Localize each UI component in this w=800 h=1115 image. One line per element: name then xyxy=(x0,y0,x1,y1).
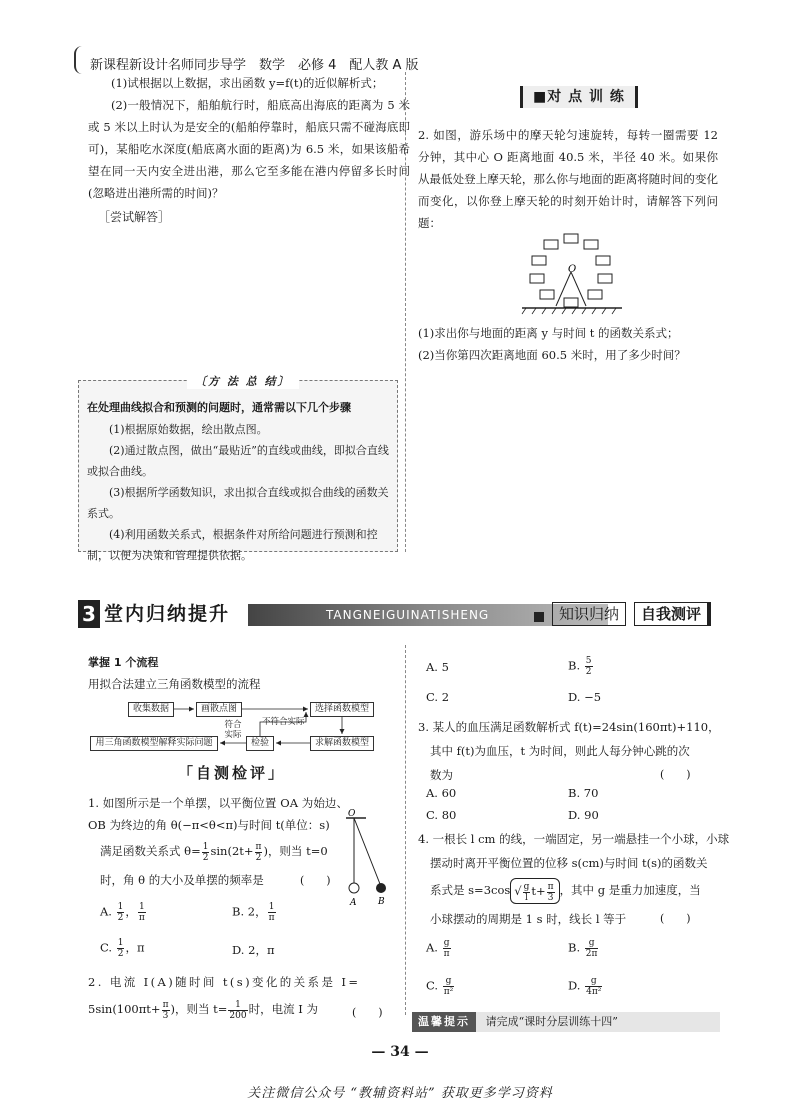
section-square-icon xyxy=(534,612,544,622)
pendulum-label-B: B xyxy=(378,897,385,907)
q1-line-a: 1. 如图所示是一个单摆，以平衡位置 OA 为始边、OB 为终边的角 θ(−π<θ<π)与时间 t(单位：s) xyxy=(88,796,348,832)
q4-paren: ( ) xyxy=(660,912,691,925)
flow-box-choose: 选择函数模型 xyxy=(310,702,374,717)
divider-top xyxy=(405,72,406,552)
flow-box-check: 检验 xyxy=(246,736,274,751)
header-bracket xyxy=(74,46,84,74)
flow-box-explain: 用三角函数模型解释实际问题 xyxy=(90,736,218,751)
q4-option-c[interactable]: C. $\frac{g}{\text{π²}}$ xyxy=(426,976,454,997)
q4-option-a[interactable]: A. $\frac{g}{\pi}$ xyxy=(426,938,450,959)
q2-line-b: 5sin(100πt+ $\frac{\pi}{3}$ )，则当 t= $\frac{1}{200}$ 时，电流 I 为 xyxy=(88,999,318,1021)
left-q2: (2)一般情况下，船舶航行时，船底高出海底的距离为 5 米或 5 米以上时认为是安全的(船舶停靠时，船底只需不碰海底即可)，某船吃水深度(船底离水面的距离)为 6.5 米，如果该船希望在同一天内安全进出港，那么它至多能在港内停留多长时间(忽略进出港所需的时间)？ xyxy=(88,98,410,200)
method-step-1: (1)根据原始数据，绘出散点图。 xyxy=(109,423,268,436)
ferris-wheel-figure xyxy=(518,232,626,318)
q4-line-b: 摆动时离开平衡位置的位移 s(cm)与时间 t(s)的函数关 xyxy=(430,856,708,870)
flow-box-scatter: 画散点图 xyxy=(196,702,242,717)
method-step-2: (2)通过散点图，做出“最贴近”的直线或曲线，即拟合直线或拟合曲线。 xyxy=(87,444,389,478)
q2-line-a: 2. 电流 I(A)随时间 t(s)变化的关系是 I= xyxy=(88,975,361,989)
left-q1: (1)试根据以上数据，求出函数 y=f(t)的近似解析式； xyxy=(111,76,384,90)
section-number: 3 xyxy=(78,600,100,628)
method-title: 〔方 法 总 结〕 xyxy=(187,373,299,389)
q2-paren: ( ) xyxy=(352,1006,383,1019)
right-sub2: (2)当你第四次距离地面 60.5 米时，用了多少时间？ xyxy=(418,348,686,362)
q3-line-c: 数为 xyxy=(430,768,453,782)
flow-label-fit: 符合实际 xyxy=(224,720,242,740)
method-step-3: (3)根据所学函数知识，求出拟合直线或拟合曲线的函数关系式。 xyxy=(87,486,389,520)
tab-knowledge[interactable]: 知识归纳 xyxy=(552,602,626,626)
q4-option-d[interactable]: D. $\frac{g}{\text{4π²}}$ xyxy=(568,976,602,997)
q4-line-a: 4. 一根长 l cm 的线，一端固定，另一端悬挂一个小球，小球 xyxy=(418,832,730,846)
answer-tag: ［尝试解答］ xyxy=(98,210,171,224)
q1-option-c[interactable]: C. $\frac{1}{2}$ ，π xyxy=(100,938,145,959)
q2-option-a[interactable]: A. 5 xyxy=(426,660,449,674)
q1-option-d[interactable]: D. 2，π xyxy=(232,943,275,957)
tip-text: 请完成“课时分层训练十四” xyxy=(485,1015,618,1028)
q2-option-b[interactable]: B. $\frac{5}{2}$ xyxy=(568,656,592,677)
tip-label: 温馨提示 xyxy=(412,1012,476,1032)
right-q2: 2. 如图，游乐场中的摩天轮匀速旋转，每转一圈需要 12 分钟，其中心 O 距离地面 40.5 米，半径 40 米。如果你从最低处登上摩天轮，那么你与地面的距离将随时间的变化而变化，以你登上摩天轮的时刻开始计时，请解答下列问题： xyxy=(418,128,718,230)
method-heading: 在处理曲线拟合和预测的问题时，通常需以下几个步骤 xyxy=(87,401,351,414)
q1-option-a[interactable]: A. $\frac{1}{2}$ ， $\frac{1}{\pi}$ xyxy=(100,902,145,923)
page-number: — 34 — xyxy=(371,1044,429,1060)
q1-line-b: 满足函数关系式 θ= $\frac{1}{2}$ sin(2t+ $\frac{\pi}{2}$ )，则当 t=0 xyxy=(100,841,328,863)
q3-option-b[interactable]: B. 70 xyxy=(568,786,599,800)
ferris-center-label: O xyxy=(568,264,577,275)
pendulum-label-O: O xyxy=(348,809,356,819)
training-banner: ■对 点 训 练 xyxy=(520,86,638,108)
flow-box-collect: 收集数据 xyxy=(128,702,174,717)
frac-half: $\frac{1}{2}$ xyxy=(202,841,209,863)
right-sub1: (1)求出你与地面的距离 y 与时间 t 的函数关系式； xyxy=(418,326,679,340)
q2-option-d[interactable]: D. −5 xyxy=(568,690,602,704)
tip-bar xyxy=(412,1012,720,1032)
left-top-block xyxy=(88,72,410,225)
flow-box-solve: 求解函数模型 xyxy=(310,736,374,751)
header-title: 新课程新设计名师同步导学 数学 必修 4 配人教 A 版 xyxy=(90,58,419,73)
q2-option-c[interactable]: C. 2 xyxy=(426,690,450,704)
flow-desc: 用拟合法建立三角函数模型的流程 xyxy=(88,677,261,691)
tab-selftest[interactable]: 自我测评 xyxy=(634,602,711,626)
section-title: 堂内归纳提升 xyxy=(104,603,231,625)
pendulum-figure xyxy=(338,808,394,908)
divider-bottom xyxy=(405,645,406,1015)
q1-paren: ( ) xyxy=(300,874,331,887)
q3-line-b: 其中 f(t)为血压，t 为时间，则此人每分钟心跳的次 xyxy=(430,744,690,758)
q3-option-a[interactable]: A. 60 xyxy=(426,786,457,800)
selftest-title: 「自测检评」 xyxy=(178,764,287,782)
q3-line-a: 3. 某人的血压满足函数解析式 f(t)=24sin(160πt)+110， xyxy=(418,720,720,734)
flow-heading: 掌握 1 个流程 xyxy=(88,656,159,669)
flow-diagram xyxy=(90,700,380,754)
q1-option-b[interactable]: B. 2， $\frac{1}{\pi}$ xyxy=(232,902,275,923)
method-box xyxy=(78,375,398,562)
method-steps xyxy=(87,419,391,566)
pendulum-label-A: A xyxy=(350,898,357,908)
section-banner xyxy=(78,600,720,628)
q3-paren: ( ) xyxy=(660,768,691,781)
flow-label-notfit: 不符合实际 xyxy=(262,717,305,727)
q4-line-d: 小球摆动的周期是 1 s 时，线长 l 等于 xyxy=(430,912,627,926)
footer-note: 关注微信公众号 “教辅资料站” 获取更多学习资料 xyxy=(247,1086,553,1101)
q3-option-d[interactable]: D. 90 xyxy=(568,808,599,822)
q4-option-b[interactable]: B. $\frac{g}{2\pi}$ xyxy=(568,938,598,959)
q3-option-c[interactable]: C. 80 xyxy=(426,808,457,822)
section-pinyin: TANGNEIGUINATISHENG xyxy=(326,608,490,622)
q1-line-c: 时，角 θ 的大小及单摆的频率是 xyxy=(100,873,264,887)
method-step-4: (4)利用函数关系式，根据条件对所给问题进行预测和控制，以便为决策和管理提供依据。 xyxy=(87,528,378,562)
q4-line-c: 系式是 s=3cos √ $\frac{g}{l}$ t+ $\frac{\pi}{3}$ ，其中 g 是重力加速度，当 xyxy=(430,878,701,904)
